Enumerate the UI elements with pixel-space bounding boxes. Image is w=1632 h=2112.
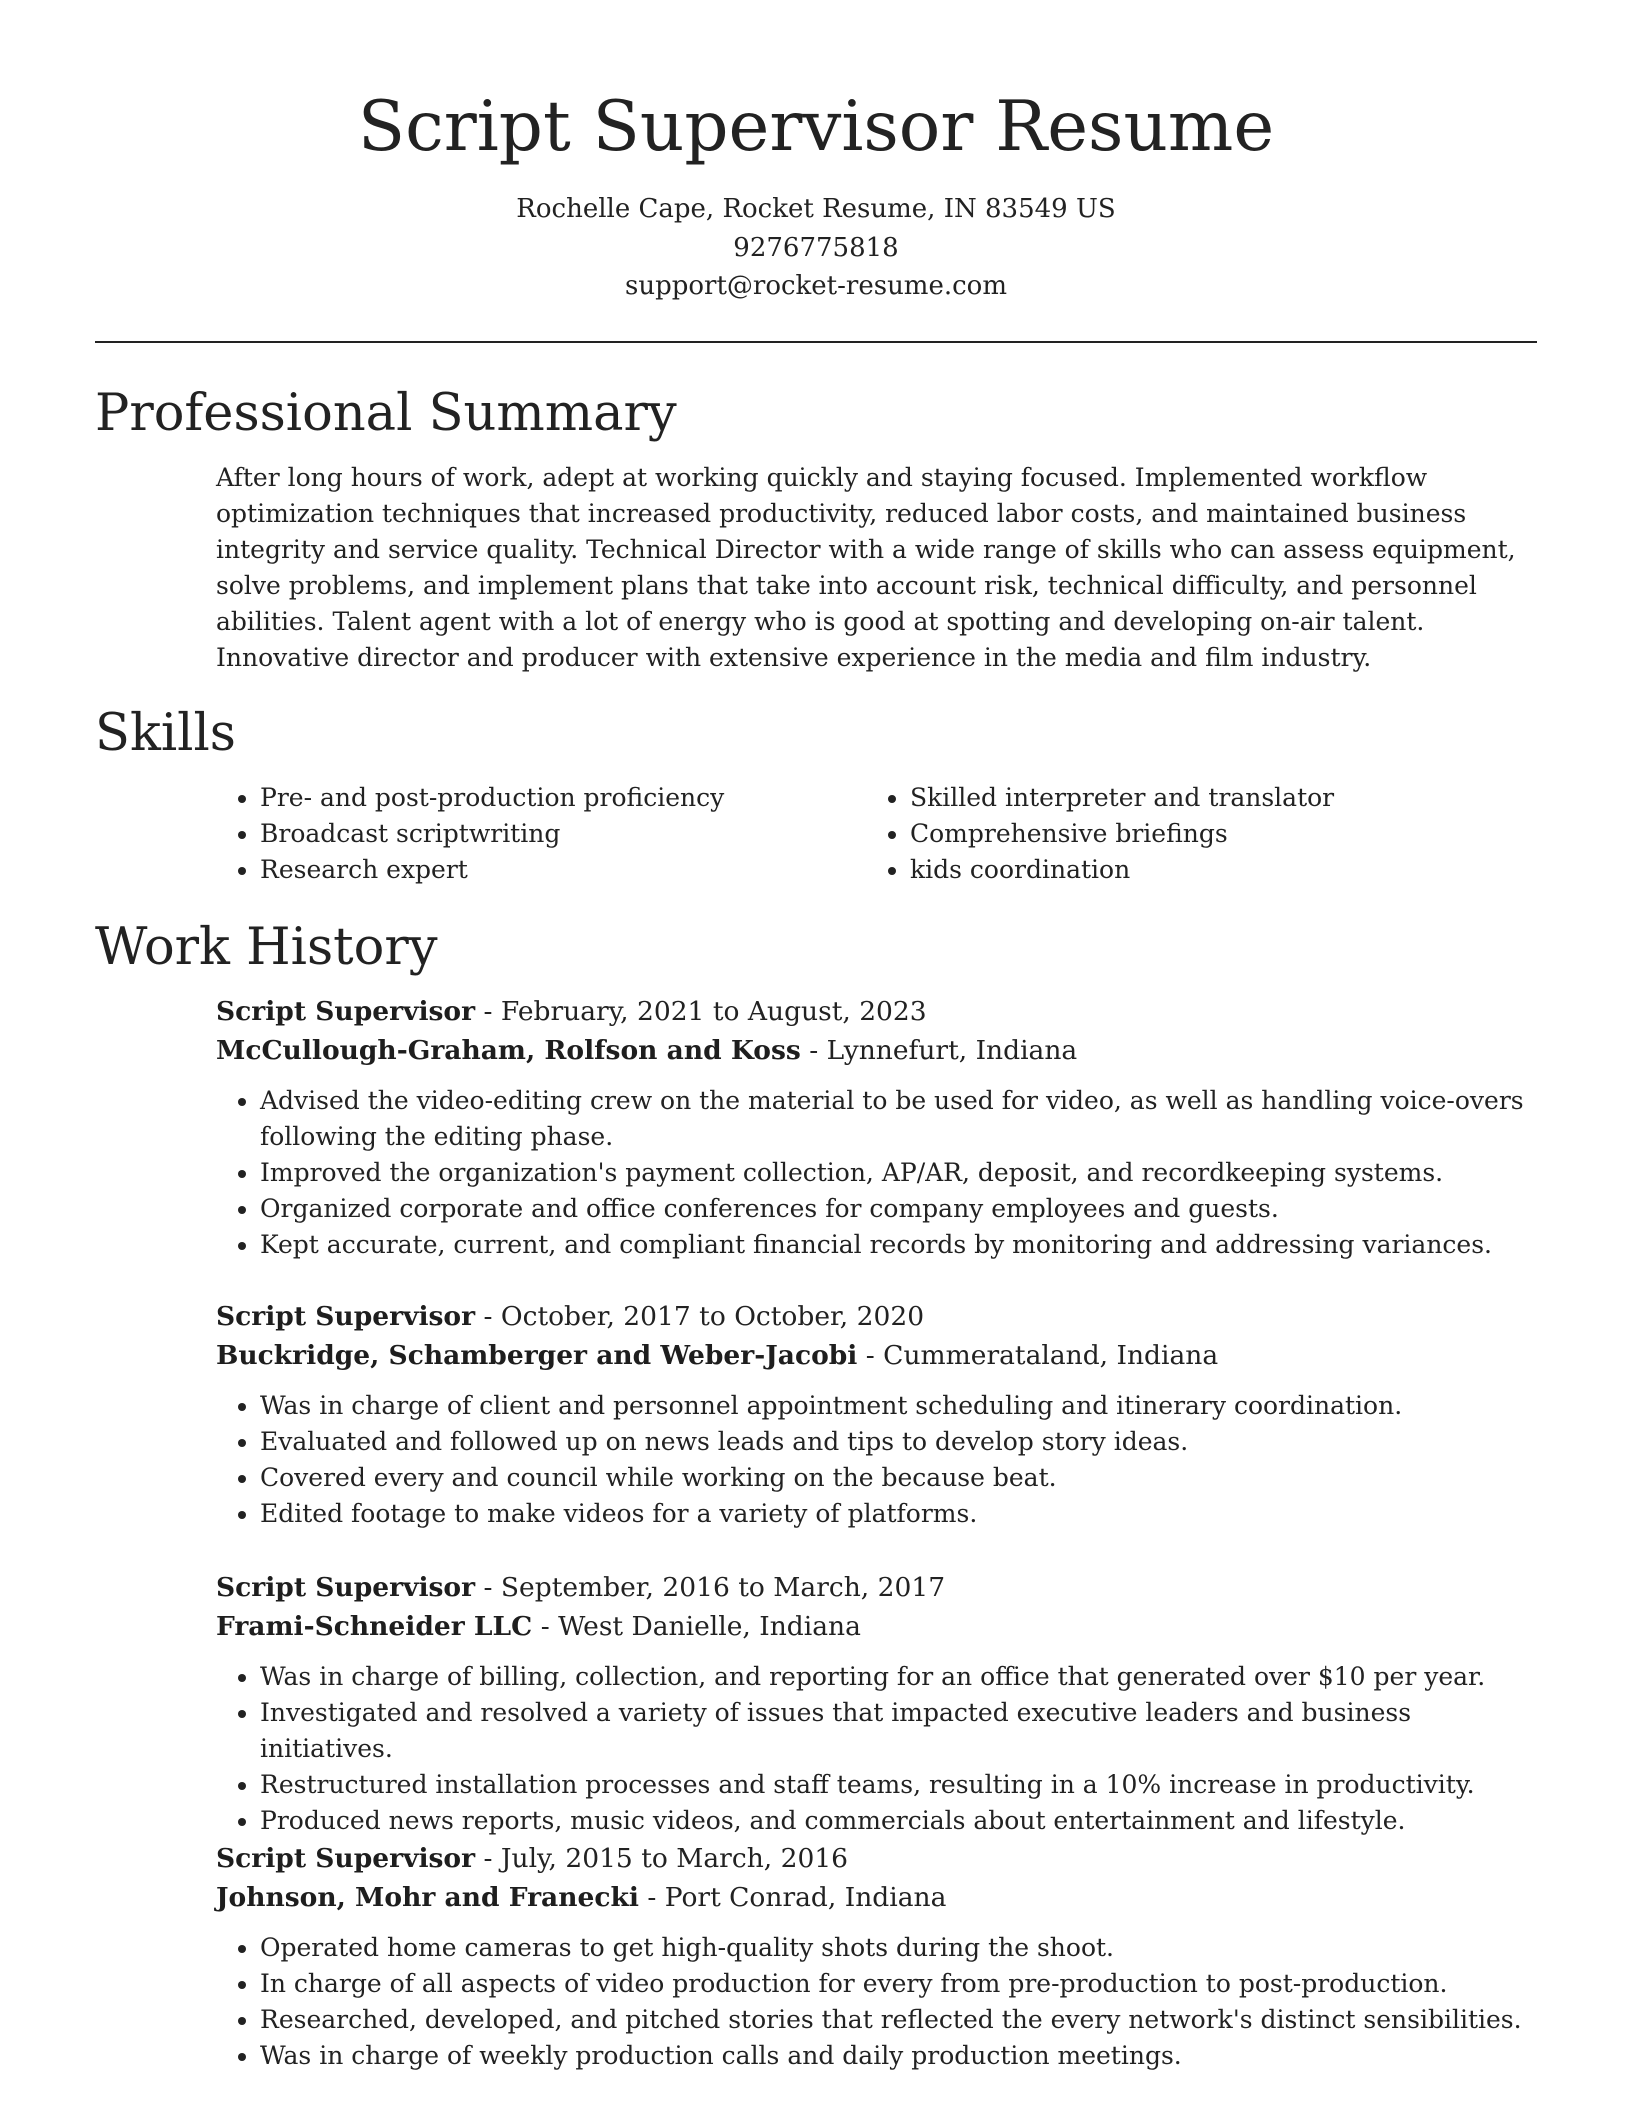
job-title: Script Supervisor <box>216 1301 476 1332</box>
contact-email: support@rocket-resume.com <box>624 271 1007 301</box>
job-entry <box>216 1839 1546 2074</box>
job-dates: October, 2017 to October, 2020 <box>500 1301 925 1332</box>
job-bullet: • Evaluated and followed up on news leads and tips to develop story ideas. <box>260 1424 1546 1460</box>
job-company-line: McCullough-Graham, Rolfson and Koss - Lynnefurt, Indiana <box>216 1035 1078 1066</box>
job-bullet: • Produced news reports, music videos, and commercials about entertainment and lifestyle. <box>260 1803 1546 1839</box>
job-company: Frami-Schneider LLC <box>216 1611 533 1642</box>
resume-title: Script Supervisor Resume <box>357 87 1275 167</box>
job-location: Lynnefurt, Indiana <box>826 1035 1078 1066</box>
job-entry <box>216 1297 1546 1532</box>
contact-address: Rochelle Cape, Rocket Resume, IN 83549 US <box>516 194 1116 224</box>
section-heading-summary: Professional Summary <box>95 384 677 443</box>
job-company-line: Frami-Schneider LLC - West Danielle, Indiana <box>216 1611 861 1642</box>
job-bullet: • In charge of all aspects of video production for every from pre-production to post-production. <box>260 1966 1546 2002</box>
job-bullet: • Operated home cameras to get high-quality shots during the shoot. <box>260 1930 1546 1966</box>
job-bullets <box>216 1388 1546 1532</box>
job-dates: September, 2016 to March, 2017 <box>500 1572 946 1603</box>
skill-item: • Skilled interpreter and translator <box>910 780 1550 816</box>
job-company: Johnson, Mohr and Franecki <box>216 1882 639 1913</box>
section-heading-skills: Skills <box>95 704 236 763</box>
job-bullet: • Was in charge of weekly production calls and daily production meetings. <box>260 2038 1546 2074</box>
job-bullets <box>216 1930 1546 2074</box>
skill-item: • Broadcast scriptwriting <box>260 816 860 852</box>
contact-block <box>0 190 1632 306</box>
skill-item: • kids coordination <box>910 852 1550 888</box>
contact-phone: 9276775818 <box>733 232 899 263</box>
skill-item: • Research expert <box>260 852 860 888</box>
skill-item: • Comprehensive briefings <box>910 816 1550 852</box>
job-title: Script Supervisor <box>216 1843 476 1874</box>
job-location: Cummerataland, Indiana <box>883 1340 1219 1371</box>
job-bullet: • Edited footage to make videos for a variety of platforms. <box>260 1496 1546 1532</box>
job-bullet: • Researched, developed, and pitched stories that reflected the every network's distinct sensibilities. <box>260 2002 1546 2038</box>
job-bullet: • Restructured installation processes and staff teams, resulting in a 10% increase in productivity. <box>260 1767 1546 1803</box>
job-bullet: • Was in charge of billing, collection, and reporting for an office that generated over $10 per year. <box>260 1659 1546 1695</box>
job-bullet: • Covered every and council while working on the because beat. <box>260 1460 1546 1496</box>
job-bullets <box>216 1659 1546 1839</box>
job-title: Script Supervisor <box>216 1572 476 1603</box>
job-bullet: • Improved the organization's payment collection, AP/AR, deposit, and recordkeeping systems. <box>260 1155 1546 1191</box>
skills-list-right <box>866 780 1550 888</box>
job-title-line: Script Supervisor - February, 2021 to August, 2023 <box>216 996 927 1027</box>
job-entry <box>216 1568 1546 1839</box>
job-entry <box>216 992 1546 1263</box>
job-company-line: Buckridge, Schamberger and Weber-Jacobi - Cummerataland, Indiana <box>216 1340 1219 1371</box>
job-company: Buckridge, Schamberger and Weber-Jacobi <box>216 1340 858 1371</box>
job-bullet: • Was in charge of client and personnel appointment scheduling and itinerary coordination. <box>260 1388 1546 1424</box>
summary-paragraph: After long hours of work, adept at working quickly and staying focused. Implemented workflow optimization techniques that increased productivity, reduced labor costs, and maintained business integrity and service quality. Technical Director with a wide range of skills who can assess equipment, solve problems, and implement plans that take into account risk, technical difficulty, and personnel abilities. Talent agent with a lot of energy who is good at spotting and developing on-air talent. Innovative director and producer with extensive experience in the media and film industry. <box>216 463 1516 672</box>
job-location: Port Conrad, Indiana <box>664 1882 947 1913</box>
job-company-line: Johnson, Mohr and Franecki - Port Conrad, Indiana <box>216 1882 947 1913</box>
job-bullet: • Kept accurate, current, and compliant financial records by monitoring and addressing variances. <box>260 1227 1546 1263</box>
job-bullet: • Organized corporate and office conferences for company employees and guests. <box>260 1191 1546 1227</box>
job-company: McCullough-Graham, Rolfson and Koss <box>216 1035 801 1066</box>
job-title: Script Supervisor <box>216 996 476 1027</box>
job-title-line: Script Supervisor - October, 2017 to October, 2020 <box>216 1301 925 1332</box>
header-divider <box>95 341 1537 343</box>
skill-item: • Pre- and post-production proficiency <box>260 780 860 816</box>
job-bullet: • Investigated and resolved a variety of issues that impacted executive leaders and business initiatives. <box>260 1695 1546 1767</box>
job-dates: February, 2021 to August, 2023 <box>500 996 927 1027</box>
job-bullet: • Advised the video-editing crew on the material to be used for video, as well as handling voice-overs following the editing phase. <box>260 1083 1546 1155</box>
job-title-line: Script Supervisor - September, 2016 to March, 2017 <box>216 1572 946 1603</box>
section-heading-work-history: Work History <box>95 918 438 977</box>
job-bullets <box>216 1083 1546 1263</box>
job-location: West Danielle, Indiana <box>558 1611 861 1642</box>
skills-list-left <box>216 780 860 888</box>
job-title-line: Script Supervisor - July, 2015 to March, 2016 <box>216 1843 849 1874</box>
job-dates: July, 2015 to March, 2016 <box>500 1843 849 1874</box>
